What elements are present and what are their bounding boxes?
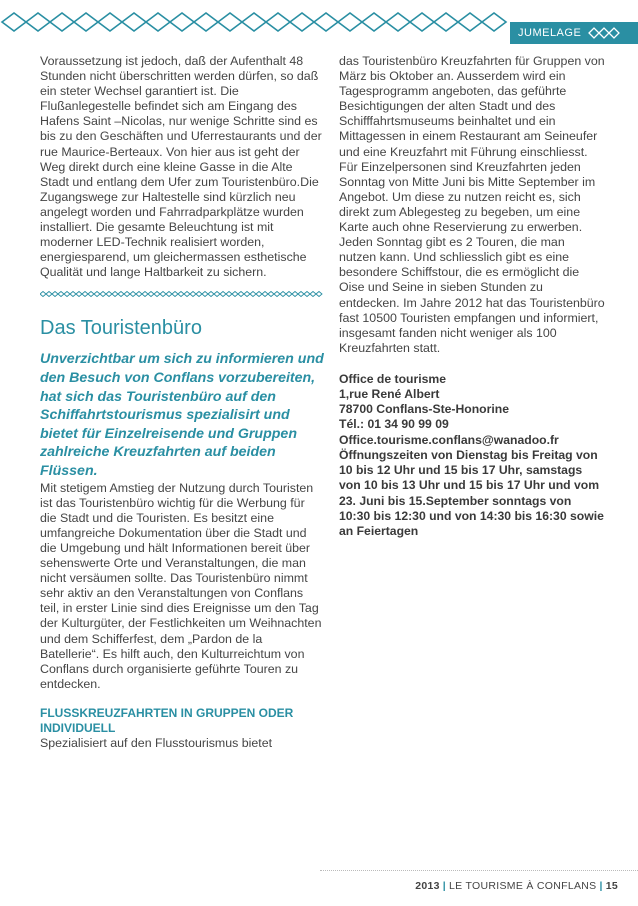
section-title: Das Touristenbüro bbox=[40, 317, 202, 340]
right-paragraph: das Touristenbüro Kreuzfahrten für Gruppen von März bis Oktober an. Ausserdem wird ein Tagesprogramm angeboten, das geführte Besichtigungen der alten Stadt und des Schifffahrtsmuseums beinhaltet und ein Mittagessen in einem Restaurant am Seineufer und eine Kreuzfahrt mit Führung einschliesst. Für Einzelpersonen sind Kreuzfahrten jeden Sonntag von Mitte Juni bis Mitte September im Angebot. Um diese zu nutzen reicht es, sich direkt zum Ablegesteg zu begeben, um eine Karte auch ohne Reservierung zu erwerben. Jeden Sonntag gibt es 2 Touren, die man nutzen kann. Und schliesslich gibt es eine besondere Schiffstour, die es ermöglicht die Oise und Seine in sieben Stunden zu entdecken. Im Jahre 2012 hat das Touristenbüro fast 10500 Touristen empfangen und informiert, insgesamt fanden nicht weniger als 100 Kreuzfahrten statt. bbox=[339, 54, 605, 355]
page-number: 15 bbox=[605, 880, 618, 892]
subheading: FLUSSKREUZFAHRTEN IN GRUPPEN ODER INDIVIDUELL bbox=[40, 705, 294, 735]
body-paragraph: Mit stetigem Amstieg der Nutzung durch Touristen ist das Touristenbüro wichtig für die Werbung für die Stadt und die Touristen. Es besitzt eine umfangreiche Dokumentation über die Stadt und die Umgebung und hält Informationen bereit über sehenswerte Orte und Veranstaltungen, die man nicht versäumen sollte. Das Touristenbüro nimmt sehr aktiv an den Veranstaltungen von Conflans teil, in erster Linie sind dies Ereignisse um den Tag der Kulturgüter, der Festlichkeiten um Weihnachten und dem Schifferfest, dem „Pardon de la Batellerie“. Es hilft auch, den Kulturreichtum von Conflans durch organisierte geführte Touren zu entdecken. bbox=[40, 480, 322, 691]
office-name: Office de tourisme bbox=[339, 371, 447, 386]
section-tag-label: JUMELAGE bbox=[518, 27, 582, 39]
footer-separator-2: | bbox=[599, 880, 603, 892]
subhead-text: Spezialisiert auf den Flusstourismus bietet bbox=[40, 735, 273, 750]
footer-line bbox=[415, 880, 618, 892]
footer-separator: | bbox=[442, 880, 447, 892]
office-city: 78700 Conflans-Ste-Honorine bbox=[339, 402, 509, 417]
page-footer bbox=[320, 870, 638, 906]
right-column bbox=[339, 54, 605, 539]
contact-block bbox=[339, 372, 605, 539]
footer-publication: LE TOURISME À CONFLANS bbox=[449, 880, 597, 892]
section-tag bbox=[510, 22, 638, 44]
footer-year: 2013 bbox=[415, 880, 440, 892]
opening-hours: Öffnungszeiten von Dienstag bis Freitag von 10 bis 12 Uhr und 15 bis 17 Uhr, samstags von 10 bis 13 Uhr und 15 bis 17 Uhr und vom 23. Juni bis 15.September sonntags von 10:30 bis 12:30 und von 14:30 bis 16:30 sowie an Feiertagen bbox=[339, 447, 604, 538]
footer-rule bbox=[320, 870, 638, 872]
section-divider bbox=[40, 290, 324, 298]
office-email: Office.tourisme.conflans@wanadoo.fr bbox=[339, 432, 559, 447]
diamond-divider-icon bbox=[40, 290, 324, 298]
left-column bbox=[40, 54, 324, 751]
intro-paragraph: Voraussetzung ist jedoch, daß der Aufenthalt 48 Stunden nicht überschritten werden dürfen, so daß ein steter Wechsel garantiert ist. Die Flußanlegestelle befindet sich am Eingang des Hafens Saint –Nicolas, nur wenige Schritte sind es bis zu den Geschäften und Uferrestaurants und der rue Maurice-Berteaux. Von hier aus ist geht der Weg direkt durch eine kleine Gasse in die Alte Stadt und entlang dem Ufer zum Touristenbüro.Die Zugangswege zur Haltestelle sind kürzlich neu angelegt worden und Fahrradparkplätze wurden installiert. Die gesamte Beleuchtung ist mit moderner LED-Technik realisiert worden, energiesparend, um gleichermassen esthetische Qualität und lange Haltbarkeit zu sichern. bbox=[40, 54, 322, 280]
triple-diamond-icon bbox=[587, 27, 623, 39]
office-phone: Tél.: 01 34 90 99 09 bbox=[339, 417, 449, 432]
lead-paragraph: Unverzichtbar um sich zu informieren und den Besuch von Conflans vorzubereiten, hat sich das Touristenbüro auf den Schiffahrtstourismus spezialisirt und bietet für Einzelreisende und Gruppen zahlreiche Kreuzfahrten auf beiden Flüssen. bbox=[40, 351, 324, 479]
office-street: 1,rue René Albert bbox=[339, 387, 440, 402]
